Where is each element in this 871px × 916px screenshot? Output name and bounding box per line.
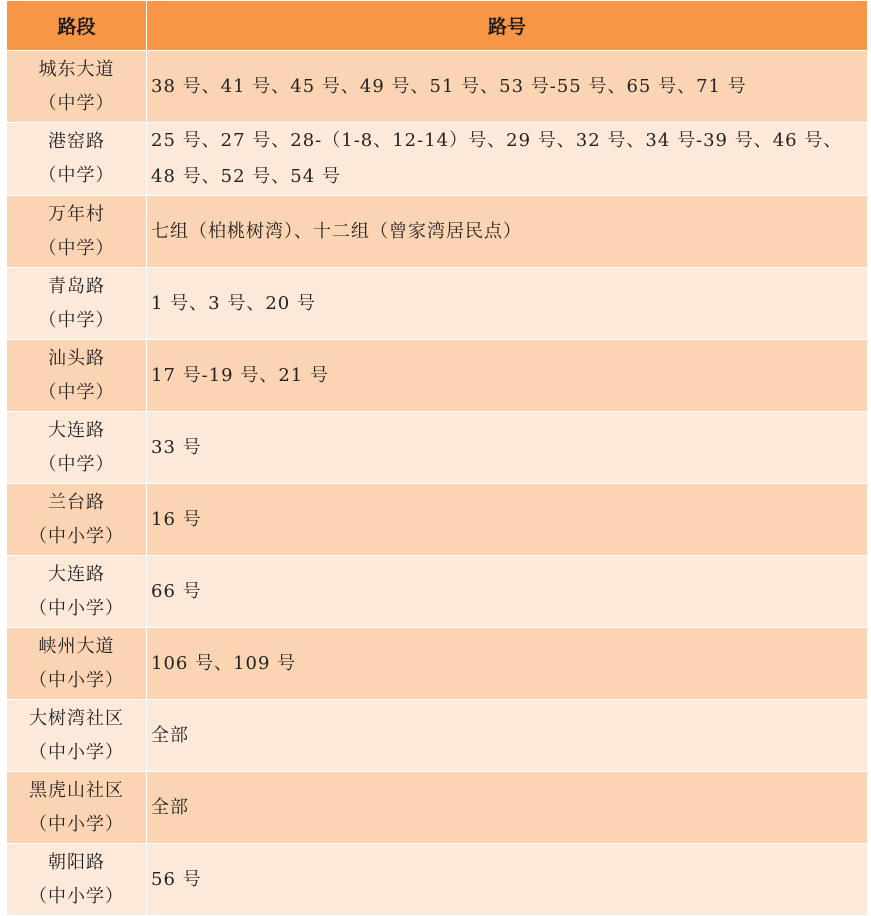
table-row: [7, 123, 868, 196]
table-row: [7, 628, 868, 700]
road-numbers-cell: 16 号: [147, 484, 868, 556]
road-numbers-cell: 66 号: [147, 556, 868, 628]
road-segment-cell: [7, 340, 147, 412]
road-name: 万年村: [48, 203, 105, 225]
road-segment-cell: [7, 51, 147, 123]
school-level: （中小学）: [29, 813, 124, 835]
school-level: （中小学）: [29, 741, 124, 763]
road-segment-cell: [7, 123, 147, 196]
road-numbers-cell: 38 号、41 号、45 号、49 号、51 号、53 号-55 号、65 号、71 号: [147, 51, 868, 123]
road-numbers-cell: 25 号、27 号、28-（1-8、12-14）号、29 号、32 号、34 号-39 号、46 号、48 号、52 号、54 号: [147, 123, 868, 196]
road-numbers-cell: 1 号、3 号、20 号: [147, 268, 868, 340]
school-level: （中学）: [38, 309, 115, 331]
school-district-table-container: [6, 0, 867, 916]
school-level: （中学）: [38, 237, 115, 259]
school-level: （中学）: [38, 165, 115, 186]
school-level: （中小学）: [29, 885, 124, 907]
road-segment-cell: [7, 556, 147, 628]
road-name: 港窑路: [48, 131, 105, 152]
road-numbers-cell: 33 号: [147, 412, 868, 484]
school-district-table: [6, 0, 868, 916]
school-level: （中学）: [38, 92, 115, 114]
table-header-row: [7, 1, 868, 51]
road-numbers-cell: 全部: [147, 700, 868, 772]
header-road-number: 路号: [147, 1, 868, 51]
table-row: [7, 844, 868, 916]
road-numbers-cell: 17 号-19 号、21 号: [147, 340, 868, 412]
road-numbers-cell: 全部: [147, 772, 868, 844]
road-name: 青岛路: [48, 275, 105, 297]
road-segment-cell: [7, 484, 147, 556]
road-name: 大连路: [48, 419, 105, 441]
road-name: 兰台路: [48, 491, 105, 513]
road-segment-cell: [7, 700, 147, 772]
road-name: 黑虎山社区: [29, 779, 124, 801]
road-segment-cell: [7, 844, 147, 916]
table-row: [7, 340, 868, 412]
school-level: （中小学）: [29, 525, 124, 547]
road-name: 城东大道: [38, 58, 115, 80]
table-row: [7, 412, 868, 484]
table-row: [7, 700, 868, 772]
school-level: （中学）: [38, 381, 115, 403]
road-segment-cell: [7, 196, 147, 268]
road-segment-cell: [7, 412, 147, 484]
table-row: [7, 484, 868, 556]
road-segment-cell: [7, 628, 147, 700]
road-segment-cell: [7, 772, 147, 844]
road-numbers-cell: 56 号: [147, 844, 868, 916]
table-row: [7, 772, 868, 844]
header-road-segment: 路段: [7, 1, 147, 51]
road-name: 峡州大道: [38, 635, 115, 657]
table-row: [7, 196, 868, 268]
school-level: （中小学）: [29, 597, 124, 619]
road-segment-cell: [7, 268, 147, 340]
table-row: [7, 556, 868, 628]
road-numbers-cell: 106 号、109 号: [147, 628, 868, 700]
school-level: （中小学）: [29, 669, 124, 691]
road-name: 大树湾社区: [29, 707, 124, 729]
table-row: [7, 51, 868, 123]
road-name: 汕头路: [48, 347, 105, 369]
road-name: 大连路: [48, 563, 105, 585]
school-level: （中学）: [38, 453, 115, 475]
table-row: [7, 268, 868, 340]
road-numbers-cell: 七组（柏桃树湾）、十二组（曾家湾居民点）: [147, 196, 868, 268]
road-name: 朝阳路: [48, 851, 105, 873]
